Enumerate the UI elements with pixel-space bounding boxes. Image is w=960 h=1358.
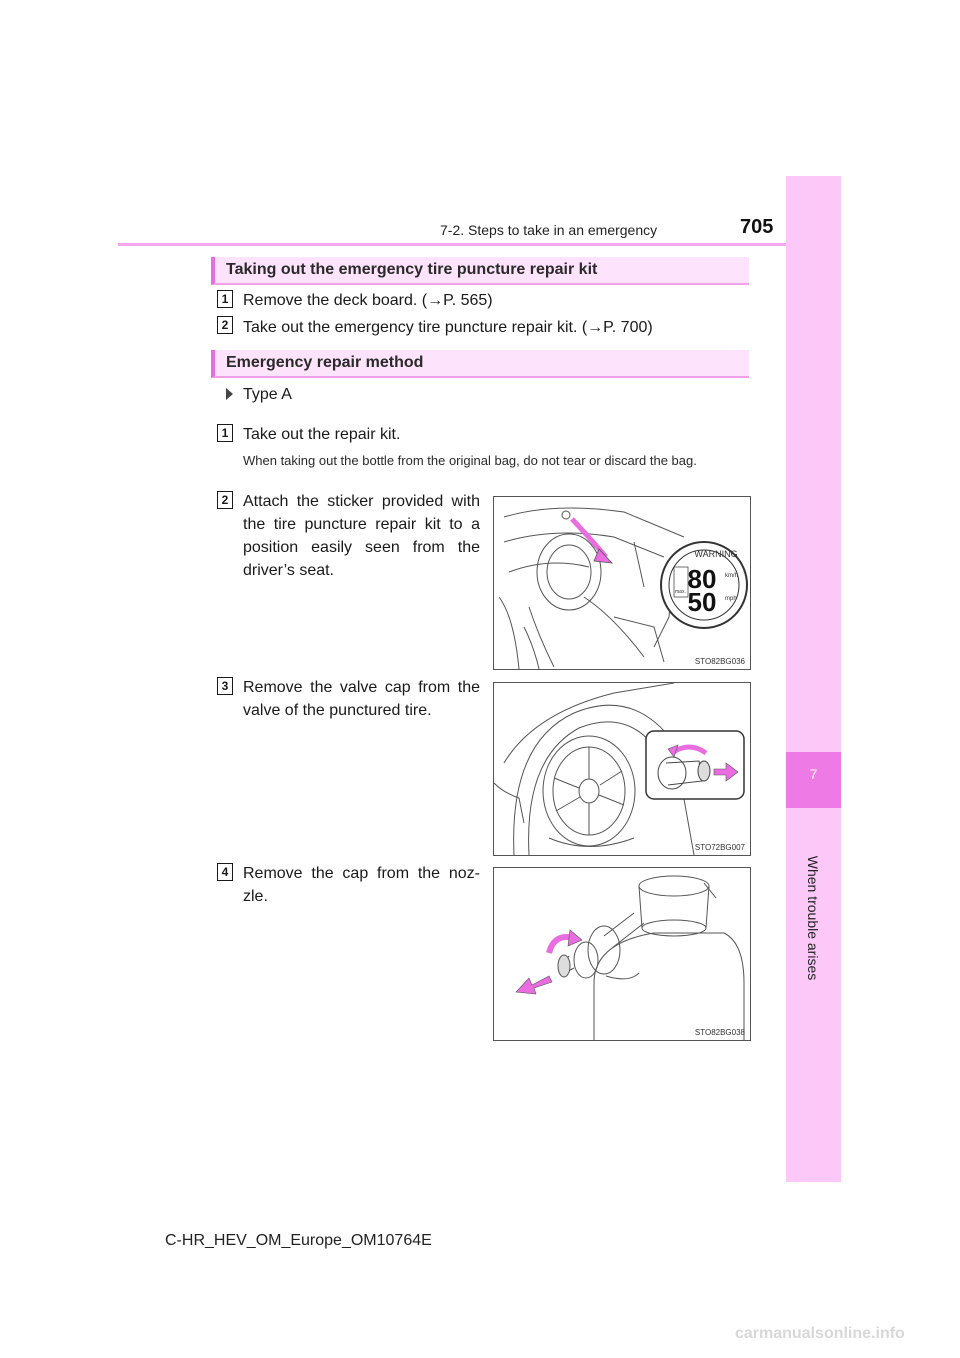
section-title: 7-2. Steps to take in an emergency [440, 222, 658, 238]
figure-code: STO82BG038 [694, 1028, 745, 1037]
step-note: When taking out the bottle from the original bag, do not tear or discard the bag. [243, 453, 697, 468]
watermark: carmanualsonline.info [735, 1325, 905, 1342]
step-number-box: 3 [217, 677, 233, 695]
sticker-kmh-unit: km/h [725, 573, 739, 579]
step-number-box: 1 [217, 290, 233, 308]
pull-arrow-icon [516, 976, 552, 994]
step-number-box: 2 [217, 316, 233, 334]
tire-illustration [494, 683, 750, 855]
step-text: Remove the deck board. (→P. 565) [243, 292, 493, 309]
section-heading-repair-method: Emergency repair method [211, 350, 749, 378]
page-number: 705 [740, 216, 774, 238]
step-text: Take out the repair kit. [243, 426, 401, 443]
sticker-kmh-value: 80 [687, 564, 717, 594]
type-label: Type A [243, 386, 292, 403]
illustration-sticker-position [493, 496, 751, 670]
chapter-side-tab [786, 176, 841, 1182]
step-text: Remove the valve cap from the valve of the punctured tire. [243, 679, 480, 719]
sticker-warning-text: WARNING [694, 549, 738, 559]
figure-code: STO82BG036 [694, 657, 745, 666]
sticker-mph-unit: mph [725, 596, 737, 602]
illustration-nozzle-cap [493, 867, 751, 1041]
step-text: Take out the emergency tire puncture repair kit. (→P. 700) [243, 319, 653, 336]
sticker-mph-value: 50 [687, 587, 717, 617]
document-code-footer: C-HR_HEV_OM_Europe_OM10764E [165, 1232, 432, 1249]
dashboard-illustration [494, 497, 750, 669]
chapter-number: 7 [809, 766, 818, 782]
bottle-illustration [494, 868, 750, 1040]
triangle-bullet-icon [226, 388, 233, 400]
step-text: Attach the sticker provided with the tire puncture repair kit to a position easily seen from the driver’s seat. [243, 493, 480, 579]
illustration-valve-cap [493, 682, 751, 856]
sticker-max-label: max. [675, 589, 686, 595]
section-heading-take-out-kit: Taking out the emergency tire puncture repair kit [211, 257, 749, 285]
step-number-box: 4 [217, 863, 233, 881]
figure-code: STO72BG007 [694, 843, 745, 852]
chapter-title: When trouble arises [805, 855, 821, 981]
step-text: Remove the cap from the noz-zle. [243, 865, 480, 905]
header-rule [118, 243, 786, 246]
step-number-box: 2 [217, 491, 233, 509]
step-number-box: 1 [217, 424, 233, 442]
